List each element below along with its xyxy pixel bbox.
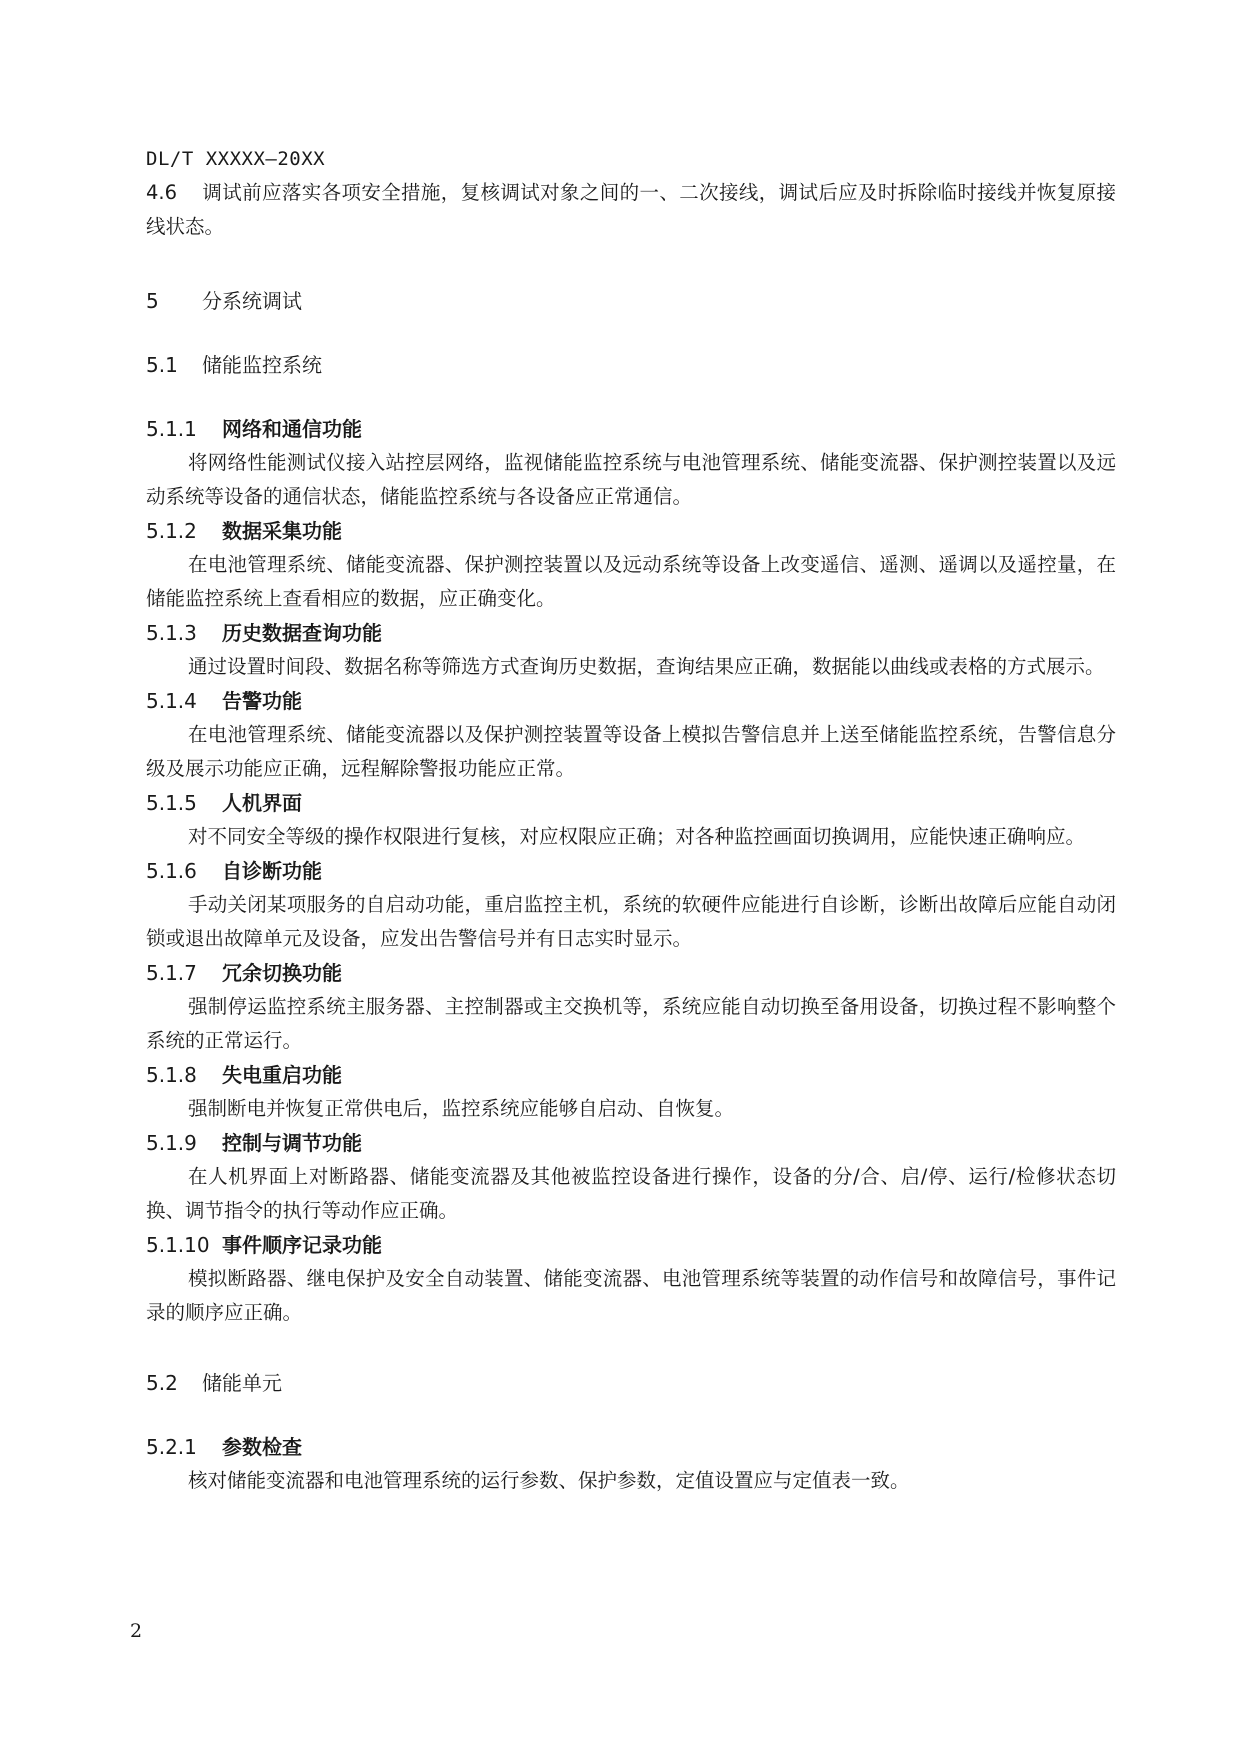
subsection xyxy=(146,412,1116,514)
subsection-heading xyxy=(146,1058,1116,1092)
subsection-number: 5.1.7 xyxy=(146,961,197,985)
subsection-text: 将网络性能测试仪接入站控层网络，监视储能监控系统与电池管理系统、储能变流器、保护测控装置以及远动系统等设备的通信状态，储能监控系统与各设备应正常通信。 xyxy=(146,451,1116,508)
subsection xyxy=(146,684,1116,786)
subsection-number: 5.1.2 xyxy=(146,519,197,543)
subsection xyxy=(146,786,1116,854)
subsection xyxy=(146,514,1116,616)
subsection-list xyxy=(146,412,1116,1330)
subsection-heading xyxy=(146,786,1116,820)
subsection xyxy=(146,616,1116,684)
section-5-2-heading xyxy=(146,1366,1116,1400)
subsection xyxy=(146,1228,1116,1330)
clause-4-6 xyxy=(146,176,1116,244)
subsection-text: 强制停运监控系统主服务器、主控制器或主交换机等，系统应能自动切换至备用设备，切换过程不影响整个系统的正常运行。 xyxy=(146,995,1116,1052)
subsection-text: 在人机界面上对断路器、储能变流器及其他被监控设备进行操作，设备的分/合、启/停、运行/检修状态切换、调节指令的执行等动作应正确。 xyxy=(146,1165,1116,1222)
subsection-text: 在电池管理系统、储能变流器、保护测控装置以及远动系统等设备上改变遥信、遥测、遥调以及遥控量，在储能监控系统上查看相应的数据，应正确变化。 xyxy=(146,553,1116,610)
section-5-heading xyxy=(146,284,1116,318)
subsection-title: 事件顺序记录功能 xyxy=(222,1233,382,1257)
document-code-header: DL/T XXXXX—20XX xyxy=(146,148,326,170)
subsection-title: 网络和通信功能 xyxy=(222,417,362,441)
subsection-number: 5.1.3 xyxy=(146,621,197,645)
section-title: 储能单元 xyxy=(202,1371,282,1395)
subsection-text: 在电池管理系统、储能变流器以及保护测控装置等设备上模拟告警信息并上送至储能监控系统，告警信息分级及展示功能应正确，远程解除警报功能应正常。 xyxy=(146,723,1116,780)
subsection-title: 自诊断功能 xyxy=(222,859,322,883)
subsection-number: 5.1.10 xyxy=(146,1233,210,1257)
section-number: 5.2 xyxy=(146,1371,178,1395)
subsection-heading xyxy=(146,1126,1116,1160)
subsection-number: 5.1.5 xyxy=(146,791,197,815)
section-5-1-heading xyxy=(146,348,1116,382)
subsection xyxy=(146,854,1116,956)
subsection-heading xyxy=(146,1228,1116,1262)
subsection-title: 人机界面 xyxy=(222,791,302,815)
subsection-heading xyxy=(146,412,1116,446)
section-number: 5.1 xyxy=(146,353,178,377)
clause-text: 调试前应落实各项安全措施，复核调试对象之间的一、二次接线，调试后应及时拆除临时接线并恢复原接线状态。 xyxy=(146,181,1116,238)
subsection-heading xyxy=(146,684,1116,718)
clause-number: 4.6 xyxy=(146,181,178,204)
subsection-number: 5.1.9 xyxy=(146,1131,197,1155)
subsection-title: 冗余切换功能 xyxy=(222,961,342,985)
subsection xyxy=(146,1058,1116,1126)
subsection-number: 5.2.1 xyxy=(146,1435,197,1459)
subsection-title: 失电重启功能 xyxy=(222,1063,342,1087)
subsection-title: 数据采集功能 xyxy=(222,519,342,543)
subsection-number: 5.1.8 xyxy=(146,1063,197,1087)
subsection-text: 强制断电并恢复正常供电后，监控系统应能够自启动、自恢复。 xyxy=(188,1097,735,1120)
subsection-title: 参数检查 xyxy=(222,1435,302,1459)
subsection-title: 历史数据查询功能 xyxy=(222,621,382,645)
subsection-text: 对不同安全等级的操作权限进行复核，对应权限应正确；对各种监控画面切换调用，应能快速正确响应。 xyxy=(188,825,1086,848)
section-title: 储能监控系统 xyxy=(202,353,322,377)
subsection-heading xyxy=(146,854,1116,888)
subsection-number: 5.1.4 xyxy=(146,689,197,713)
section-number: 5 xyxy=(146,289,159,313)
subsection-number: 5.1.6 xyxy=(146,859,197,883)
subsection-text: 手动关闭某项服务的自启动功能，重启监控主机，系统的软硬件应能进行自诊断，诊断出故障后应能自动闭锁或退出故障单元及设备，应发出告警信号并有日志实时显示。 xyxy=(146,893,1116,950)
subsection-heading xyxy=(146,514,1116,548)
subsection-text: 通过设置时间段、数据名称等筛选方式查询历史数据，查询结果应正确，数据能以曲线或表格的方式展示。 xyxy=(188,655,1105,678)
subsection-title: 控制与调节功能 xyxy=(222,1131,362,1155)
subsection-heading xyxy=(146,1430,1116,1464)
subsection xyxy=(146,1430,1116,1498)
subsection-text: 模拟断路器、继电保护及安全自动装置、储能变流器、电池管理系统等装置的动作信号和故障信号，事件记录的顺序应正确。 xyxy=(146,1267,1116,1324)
subsection-heading xyxy=(146,956,1116,990)
section-title: 分系统调试 xyxy=(202,289,302,313)
document-body xyxy=(146,176,1116,1498)
subsection xyxy=(146,956,1116,1058)
subsection-title: 告警功能 xyxy=(222,689,302,713)
subsection xyxy=(146,1126,1116,1228)
page-number: 2 xyxy=(130,1620,143,1642)
subsection-text: 核对储能变流器和电池管理系统的运行参数、保护参数，定值设置应与定值表一致。 xyxy=(188,1469,910,1492)
subsection-number: 5.1.1 xyxy=(146,417,197,441)
subsection-heading xyxy=(146,616,1116,650)
